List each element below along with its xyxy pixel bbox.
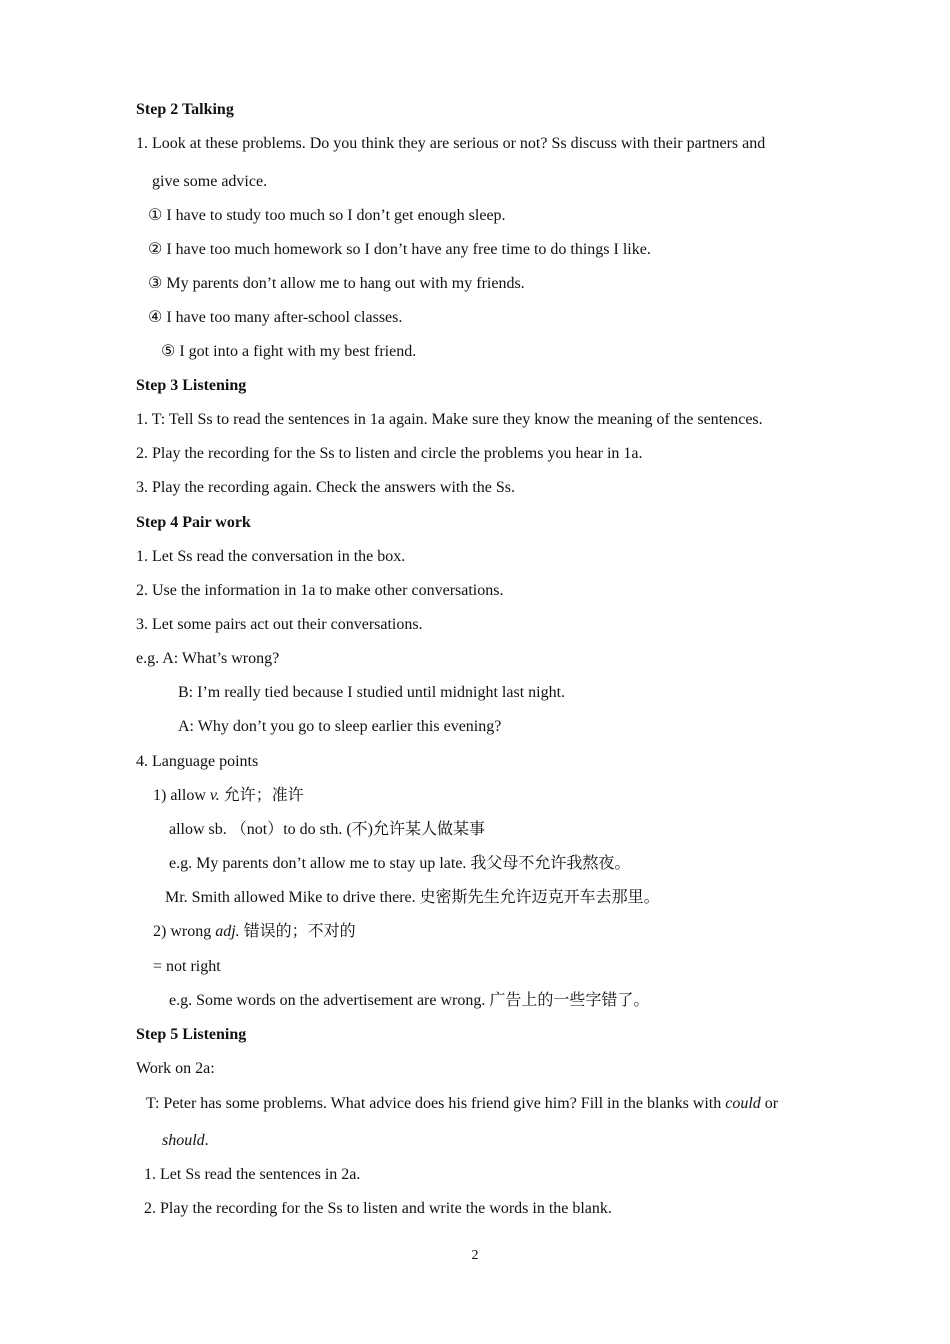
step4-item: 3. Let some pairs act out their conversations. [136, 616, 423, 633]
problem-item: ⑤ I got into a fight with my best friend. [161, 343, 417, 360]
step2-heading: Step 2 Talking [136, 101, 234, 118]
page-number: 2 [471, 1248, 479, 1263]
teacher-instruction-text: T: Peter has some problems. What advice does his friend give him? Fill in the blanks with [146, 1095, 726, 1112]
step4-item: 1. Let Ss read the conversation in the box. [136, 548, 406, 565]
period: . [204, 1132, 209, 1149]
language-point-wrong [153, 922, 356, 942]
problem-item: ② I have too much homework so I don’t have any free time to do things I like. [148, 241, 651, 258]
allow-example-2: Mr. Smith allowed Mike to drive there. 史密斯先生允许迈克开车去那里。 [165, 889, 660, 906]
step4-heading: Step 4 Pair work [136, 514, 251, 531]
allow-pos: v. [209, 787, 220, 804]
wrong-equivalent: = not right [153, 958, 221, 975]
work-on-label: Work on 2a: [136, 1060, 215, 1077]
step3-item: 2. Play the recording for the Ss to listen and circle the problems you hear in 1a. [136, 445, 643, 462]
example-dialog-a1: e.g. A: What’s wrong? [136, 650, 280, 667]
step2-item1-line1: 1. Look at these problems. Do you think they are serious or not? Ss discuss with their partners and [136, 135, 766, 152]
step3-item: 1. T: Tell Ss to read the sentences in 1a again. Make sure they know the meaning of the sentences. [136, 411, 763, 428]
allow-example-1: e.g. My parents don’t allow me to stay up late. 我父母不允许我熬夜。 [169, 855, 631, 872]
wrong-meaning: 错误的；不对的 [239, 923, 356, 940]
wrong-pos: adj. [215, 923, 240, 940]
problem-item: ④ I have too many after-school classes. [148, 309, 403, 326]
problem-item: ① I have to study too much so I don’t get enough sleep. [148, 207, 506, 224]
step3-item: 3. Play the recording again. Check the answers with the Ss. [136, 479, 516, 496]
language-point-allow [153, 786, 304, 806]
wrong-word: 2) wrong [153, 923, 216, 940]
or-word: or [760, 1095, 779, 1112]
step4-item: 2. Use the information in 1a to make other conversations. [136, 582, 504, 599]
should-word: should [162, 1132, 205, 1149]
teacher-instruction-line1 [146, 1094, 778, 1114]
step5-item: 2. Play the recording for the Ss to listen and write the words in the blank. [144, 1200, 612, 1217]
example-dialog-a2: A: Why don’t you go to sleep earlier this evening? [178, 718, 502, 735]
step3-heading: Step 3 Listening [136, 377, 247, 394]
allow-word: 1) allow [153, 787, 210, 804]
allow-usage: allow sb. （not）to do sth. (不)允许某人做某事 [169, 821, 485, 838]
step5-item: 1. Let Ss read the sentences in 2a. [144, 1166, 361, 1183]
example-dialog-b: B: I’m really tied because I studied until midnight last night. [178, 684, 566, 701]
teacher-instruction-line2 [162, 1131, 209, 1151]
allow-meaning: 允许；准许 [219, 787, 304, 804]
language-points-title: 4. Language points [136, 753, 259, 770]
problem-item: ③ My parents don’t allow me to hang out with my friends. [148, 275, 525, 292]
step5-heading: Step 5 Listening [136, 1026, 247, 1043]
step2-item1-line2: give some advice. [152, 173, 268, 190]
wrong-example: e.g. Some words on the advertisement are wrong. 广告上的一些字错了。 [169, 992, 650, 1009]
could-word: could [725, 1095, 761, 1112]
